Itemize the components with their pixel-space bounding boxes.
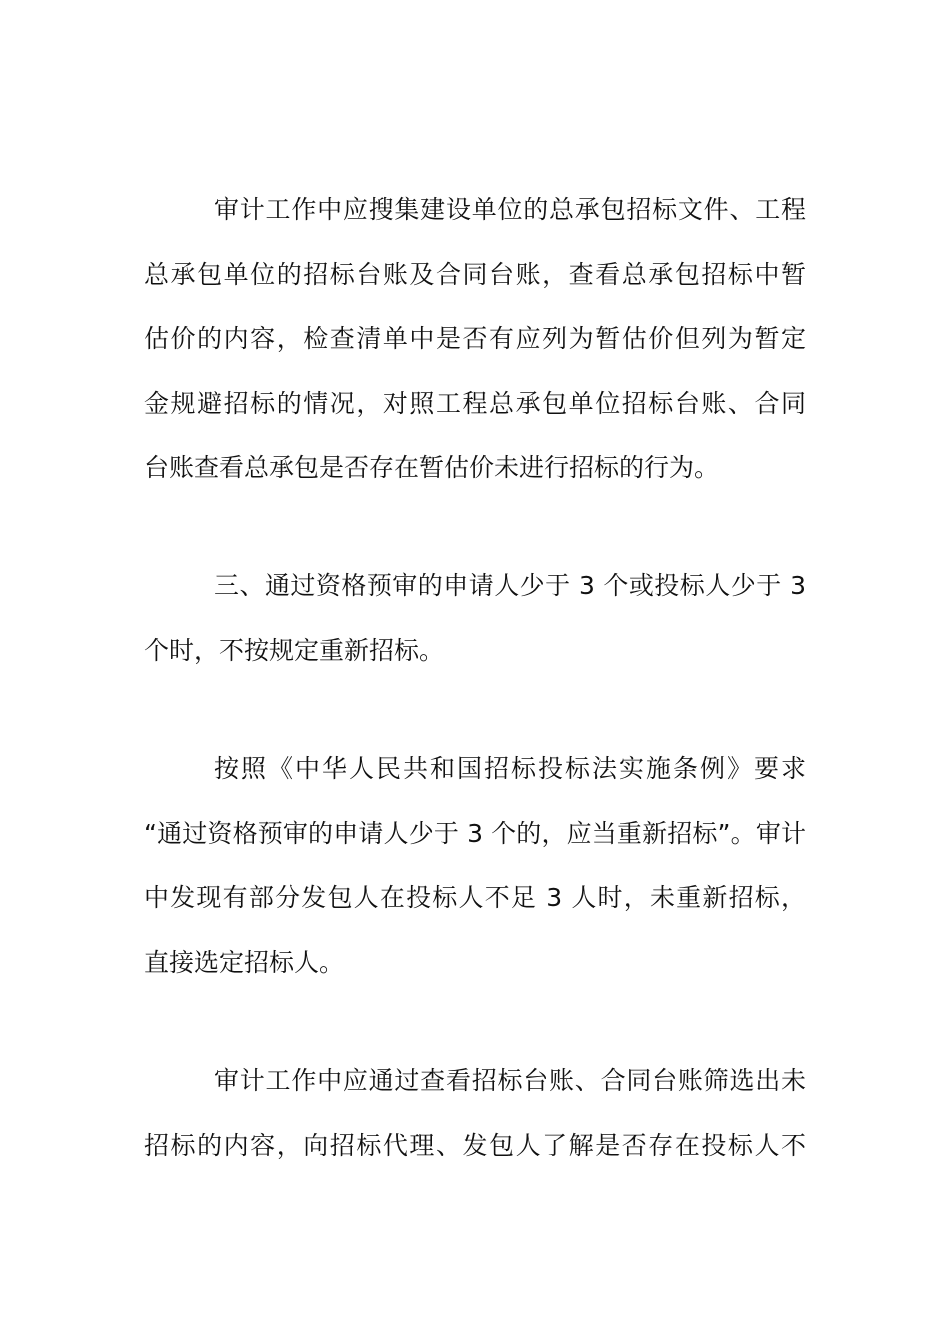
section-heading-three xyxy=(144,554,806,683)
paragraph-line: 金规避招标的情况，对照工程总承包单位招标台账、合同 xyxy=(144,388,806,418)
paragraph-line: 审计工作中应通过查看招标台账、合同台账筛选出未 xyxy=(214,1066,806,1095)
paragraph-line: 按照《中华人民共和国招标投标法实施条例》要求 xyxy=(214,754,806,783)
paragraph-line: 中发现有部分发包人在投标人不足 3 人时，未重新招标， xyxy=(144,883,806,912)
paragraph-audit-ledger xyxy=(144,1049,806,1178)
paragraph-line: 总承包单位的招标台账及合同台账，查看总承包招标中暂 xyxy=(144,259,806,289)
paragraph-line: 台账查看总承包是否存在暂估价未进行招标的行为。 xyxy=(144,453,720,482)
heading-line: 三、通过资格预审的申请人少于 3 个或投标人少于 3 xyxy=(214,571,806,600)
paragraph-line: 估价的内容，检查清单中是否有应列为暂估价但列为暂定 xyxy=(144,324,806,353)
heading-line: 个时，不按规定重新招标。 xyxy=(144,635,445,665)
paragraph-line: 直接选定招标人。 xyxy=(144,947,345,977)
paragraph-line: “通过资格预审的申请人少于 3 个的，应当重新招标”。审计 xyxy=(144,818,806,848)
paragraph-line: 审计工作中应搜集建设单位的总承包招标文件、工程 xyxy=(214,195,806,224)
paragraph-line: 招标的内容，向招标代理、发包人了解是否存在投标人不 xyxy=(144,1130,806,1160)
paragraph-audit-estimate xyxy=(144,178,806,501)
paragraph-regulation xyxy=(144,737,806,995)
